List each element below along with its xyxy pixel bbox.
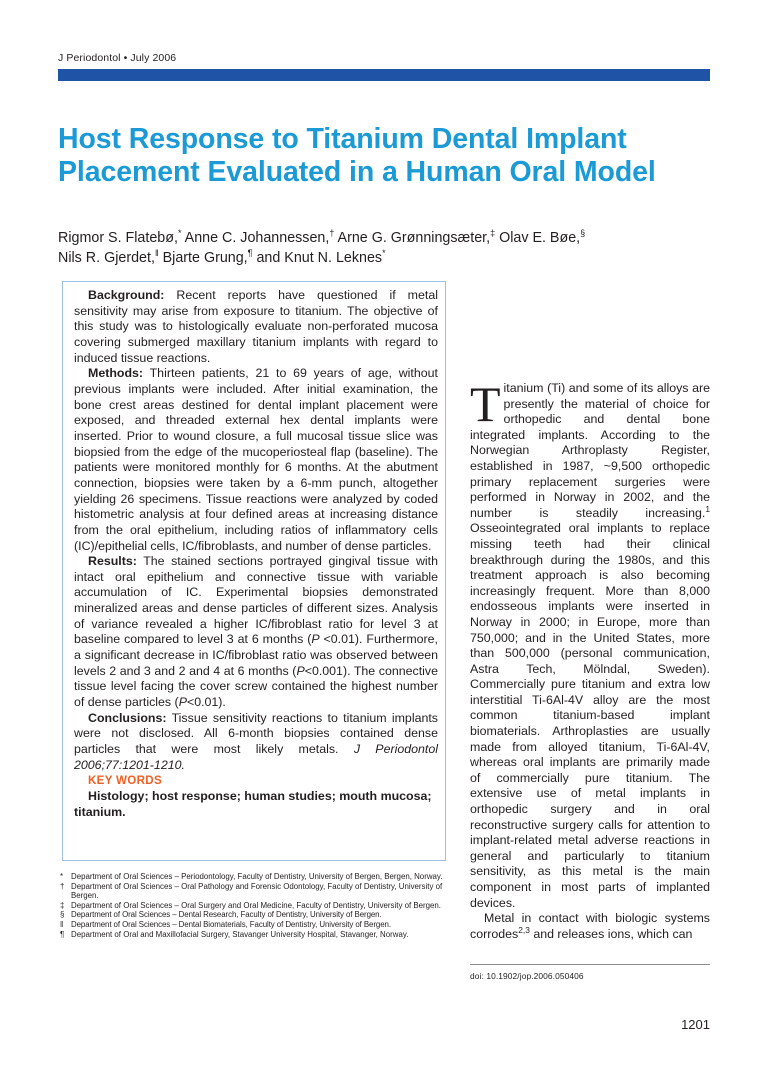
abstract-conclusions (74, 711, 438, 774)
author-name: Anne C. Johannessen, (181, 230, 330, 246)
footnote-mark: ¶ (60, 929, 65, 939)
body-paragraph-2 (470, 911, 710, 942)
footnote-text: Department of Oral and Maxillofacial Surgery, Stavanger University Hospital, Stavanger, Norway. (71, 929, 409, 939)
p-value-symbol: P (178, 695, 187, 710)
abstract-background (74, 288, 438, 366)
abstract-conclusions-text: Tissue sensitivity reactions to titanium implants were not disclosed. All 6-month biopsies contained dense particles that were most likely metals. (74, 710, 438, 757)
body-paragraph-1 (470, 376, 710, 911)
author-affil-mark: * (177, 228, 182, 239)
author-name: and Knut N. Leknes (252, 250, 383, 266)
author-affil-mark: † (329, 228, 335, 239)
p-value-symbol: P (311, 632, 320, 647)
abstract-results-text-c: <0.001). The connective tissue level facing the cover screw contained the highest number of dense particles ( (74, 663, 439, 710)
body-paragraph-1-text-b: Osseointegrated oral implants to replace missing teeth had their clinical breakthrough during the 1980s, and this treatment approach is also becoming increasingly frequent. More than 8,000 endosseous implants were inserted in Norway in 2000; in Europe, more than 750,000; and in the United States, more than 500,000 (personal communication, Astra Tech, Mölndal, Sweden). Commercially pure titanium and extra low interstitial Ti-6Al-4V alloy are the most common titanium-based implant biomaterials. Arthroplasties are usually made from alloyed titanium, Ti-6Al-4V, whereas oral implants are primarily made of commercially pure titanium. The extensive use of metal implants in orthopedic surgery and in oral reconstructive surgery calls for attention to implant-related metal adverse reactions in general and particularly to titanium sensitivity, as this metal is the main component in most parts of implanted devices. (470, 521, 710, 910)
reference-marker: 1 (705, 503, 710, 514)
drop-cap: T (470, 376, 501, 432)
footnote-item (60, 920, 452, 930)
running-head-separator: • (123, 52, 128, 64)
author-affil-mark: ¶ (247, 248, 253, 259)
header-blue-rule (58, 69, 710, 81)
page-number: 1201 (681, 1017, 710, 1032)
body-paragraph-1-text-a: itanium (Ti) and some of its alloys are presently the material of choice for orthopedic and dental bone integrated implants. According to the Norwegian Arthroplasty Register, established in 1987, ~9,500 orthopedic primary replacement surgeries were performed in Norway in 2002, and the number is steadily increasing. (470, 381, 710, 520)
footnote-text: Department of Oral Sciences – Dental Research, Faculty of Dentistry, University of Bergen. (71, 910, 382, 920)
running-head (58, 52, 176, 64)
abstract-results (74, 554, 438, 711)
author-line-1 (58, 230, 585, 246)
running-head-journal: J Periodontol (58, 52, 121, 64)
key-words-heading: KEY WORDS (88, 774, 162, 788)
author-list (58, 228, 678, 268)
footnote-mark: ‖ (60, 919, 64, 929)
page-title: Host Response to Titanium Dental Implant Placement Evaluated in a Human Oral Model (58, 123, 656, 189)
footnote-mark: * (60, 872, 64, 881)
doi-text: doi: 10.1902/jop.2006.050406 (470, 971, 584, 981)
author-name: Rigmor S. Flatebø, (58, 230, 178, 246)
footnote-mark: ‡ (60, 900, 65, 910)
body-column-right (470, 376, 710, 942)
body-paragraph-2-text-a: Metal in contact with biologic systems corrodes (470, 911, 710, 941)
affiliation-footnotes (60, 872, 452, 939)
p-value-symbol: P (296, 663, 305, 678)
abstract-methods-label: Methods: (88, 366, 144, 381)
abstract-methods (74, 366, 438, 554)
abstract-background-label: Background: (88, 288, 165, 302)
footnote-item (60, 882, 452, 901)
footnote-item (60, 872, 452, 882)
body-paragraph-2-text-b: and releases ions, which can (529, 926, 693, 941)
footnote-text: Department of Oral Sciences – Oral Pathology and Forensic Odontology, Faculty of Dentistry, University of Bergen. (71, 881, 443, 901)
abstract-results-text-a: The stained sections portrayed gingival tissue with intact oral epithelium and connective tissue with variable accumulation of IC. Experimental biopsies demonstrated mineralized areas and dense particles of different sizes. Analysis of variance revealed a higher IC/fibroblast ratio for level 3 at baseline compared to level 3 at 6 months ( (74, 554, 438, 647)
abstract-citation: J Periodontol 2006;77:1201-1210. (74, 742, 438, 772)
running-head-issue: July 2006 (130, 52, 177, 64)
footnote-item (60, 901, 452, 911)
footnote-text: Department of Oral Sciences – Periodontology, Faculty of Dentistry, University of Bergen, Bergen, Norway. (71, 872, 443, 881)
footnote-item (60, 930, 452, 940)
author-affil-mark: * (382, 248, 386, 259)
key-words-list: Histology; host response; human studies; mouth mucosa; titanium. (74, 789, 432, 819)
author-name: Arne G. Grønningsæter, (334, 230, 491, 246)
author-line-2 (58, 250, 386, 266)
author-name: Olav E. Bøe, (495, 230, 581, 246)
footnote-mark: § (60, 910, 65, 920)
footnote-mark: † (60, 881, 65, 891)
abstract-content (74, 288, 438, 820)
footnote-text: Department of Oral Sciences – Oral Surgery and Oral Medicine, Faculty of Dentistry, University of Bergen. (71, 900, 441, 910)
author-name: Bjarte Grung, (158, 250, 248, 266)
footnote-item (60, 910, 452, 920)
abstract-results-label: Results: (88, 554, 137, 569)
abstract-methods-text: Thirteen patients, 21 to 69 years of age, without previous implants were included. After initial examination, the bone crest areas destined for dental implant placement were exposed, and threaded external hex dental implants were inserted. Prior to wound closure, a full mucosal tissue slice was biopsied from the edge of the mucoperiosteal flap (baseline). The patients were monitored monthly for 6 months. At the abutment connection, biopsies were taken by a 6-mm punch, altogether yielding 26 specimens. Tissue reactions were analyzed by coded histometric analysis at four defined areas at increasing distance from the oral epithelium, including ratios of inflammatory cells (IC)/epithelial cells, IC/fibroblasts, and number of dense particles. (74, 366, 438, 553)
footnote-text: Department of Oral Sciences – Dental Biomaterials, Faculty of Dentistry, University of Bergen. (71, 919, 391, 929)
author-name: Nils R. Gjerdet, (58, 250, 155, 266)
abstract-background-text: Recent reports have questioned if metal sensitivity may arise from exposure to titanium. The objective of this study was to histologically evaluate non-perforated mucosa covering submerged maxillary titanium implants with regard to induced tissue reactions. (74, 288, 438, 365)
author-affil-mark: ‡ (490, 228, 496, 239)
abstract-results-text-d: <0.01). (186, 695, 226, 710)
reference-marker: 2,3 (518, 924, 530, 935)
abstract-conclusions-label: Conclusions: (88, 710, 167, 725)
author-affil-mark: § (580, 228, 586, 239)
author-affil-mark: ‖ (154, 248, 159, 259)
abstract-results-text-b: <0.01). Furthermore, a significant decrease in IC/fibroblast ratio was observed between levels 2 and 3 and 2 and 4 at 6 months ( (74, 632, 438, 678)
doi-rule (470, 964, 710, 965)
